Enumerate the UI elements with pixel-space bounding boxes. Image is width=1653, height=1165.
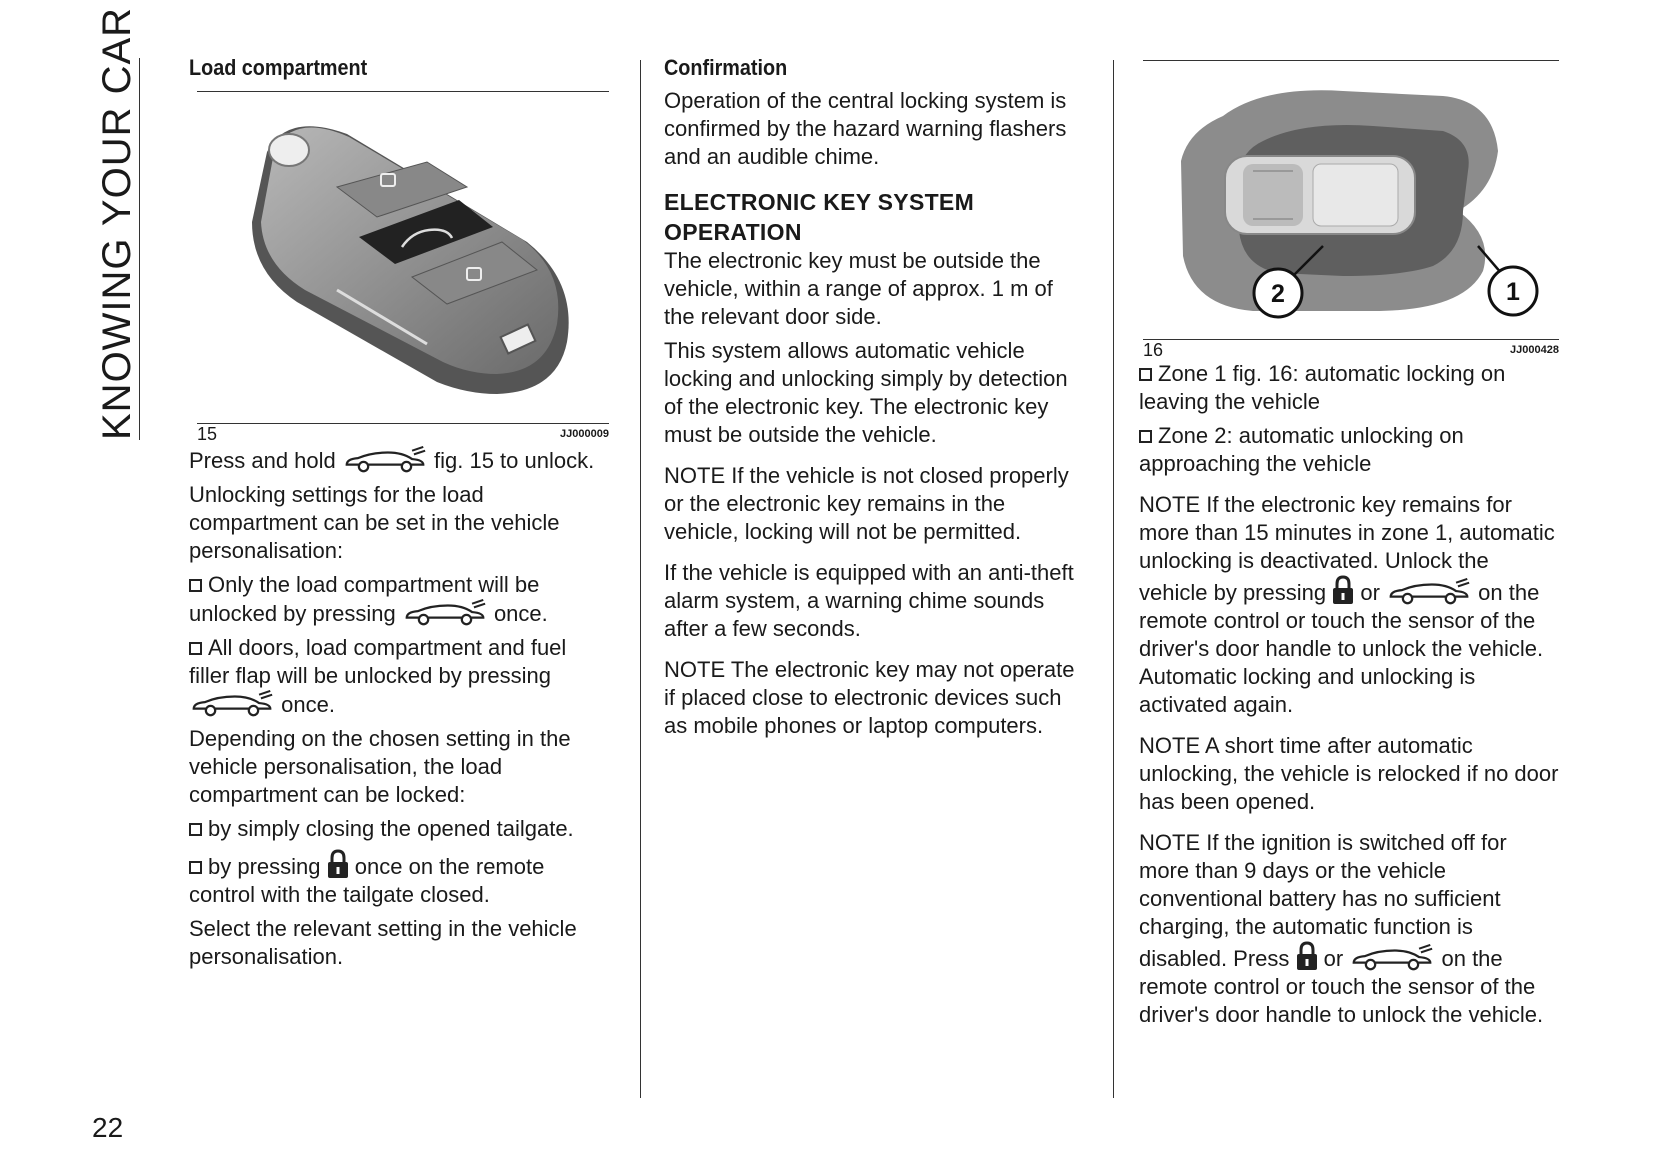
- paragraph: If the vehicle is equipped with an anti-theft alarm system, a warning chime sounds after a few seconds.: [664, 560, 1074, 641]
- checkbox-bullet-icon: [189, 642, 202, 655]
- column-divider: [1113, 60, 1114, 1098]
- zone-2-label: 2: [1271, 280, 1285, 308]
- note: NOTE The electronic key may not operate if placed close to electronic devices such as mobile phones or laptop computers.: [664, 657, 1075, 738]
- lock-icon: [327, 849, 349, 879]
- lock-icon: [1332, 575, 1354, 605]
- note: NOTE If the electronic key remains for more than 15 minutes in zone 1, automatic unlocking is deactivated. Unlock the vehicle by pressing or on the remote control or touch the sensor of the driver's door handle to unlock the vehicle. Automatic locking and unlocking is activated again.: [1139, 492, 1555, 717]
- figure-zones: [1143, 60, 1559, 340]
- column-divider: [640, 60, 641, 1098]
- column-zones: [1139, 60, 1559, 1035]
- column-load-compartment: [189, 55, 609, 977]
- lock-icon: [1296, 941, 1318, 971]
- figure-number: 15: [197, 424, 218, 444]
- checkbox-bullet-icon: [1139, 430, 1152, 443]
- note: NOTE If the vehicle is not closed properly or the electronic key remains in the vehicle, locking will not be permitted.: [664, 463, 1069, 544]
- list-item: Only the load compartment will be unlocked by pressing once.: [189, 572, 548, 626]
- paragraph: Unlocking settings for the load compartment can be set in the vehicle personalisation:: [189, 482, 560, 563]
- side-divider: [139, 58, 140, 440]
- paragraph: Select the relevant setting in the vehicle personalisation.: [189, 916, 577, 969]
- figure-number: 16: [1143, 340, 1164, 360]
- figure-key-fob: [197, 91, 609, 424]
- checkbox-bullet-icon: [189, 861, 202, 874]
- zone-1-label: 1: [1506, 278, 1520, 306]
- checkbox-bullet-icon: [189, 579, 202, 592]
- zone-diagram-illustration: [1143, 61, 1559, 339]
- car-unlock-icon: [1386, 578, 1472, 606]
- figure-caption: [1143, 340, 1559, 360]
- note: NOTE A short time after automatic unlocking, the vehicle is relocked if no door has been opened.: [1139, 733, 1559, 814]
- paragraph: The electronic key must be outside the vehicle, within a range of approx. 1 m of the relevant door side.: [664, 248, 1053, 329]
- column-confirmation: [664, 55, 1084, 746]
- list-item: Zone 1 fig. 16: automatic locking on leaving the vehicle: [1139, 361, 1506, 414]
- figure-caption: [197, 424, 609, 446]
- car-unlock-icon: [402, 599, 488, 627]
- vehicle-top-view: [1225, 156, 1415, 234]
- car-unlock-icon: [342, 446, 428, 474]
- list-item: by pressing once on the remote control with the tailgate closed.: [189, 849, 609, 909]
- paragraph: Operation of the central locking system is confirmed by the hazard warning flashers and an audible chime.: [664, 88, 1067, 169]
- section-title: ELECTRONIC KEY SYSTEM OPERATION: [664, 189, 975, 245]
- list-item: All doors, load compartment and fuel filler flap will be unlocked by pressing once.: [189, 635, 567, 717]
- car-unlock-icon: [1349, 944, 1435, 972]
- section-heading: Confirmation: [664, 55, 788, 80]
- figure-code: JJ000428: [1510, 344, 1559, 356]
- figure-code: JJ000009: [560, 428, 609, 440]
- paragraph: This system allows automatic vehicle locking and unlocking simply by detection of the electronic key. The electronic key must be outside the vehicle.: [664, 338, 1068, 447]
- note: NOTE If the ignition is switched off for more than 9 days or the vehicle conventional battery has no sufficient charging, the automatic function is disabled. Press or on the remote control or touch the sensor of the driver's door handle to unlock the vehicle.: [1139, 830, 1544, 1027]
- car-unlock-icon: [189, 690, 275, 718]
- checkbox-bullet-icon: [189, 823, 202, 836]
- key-fob-illustration: [197, 92, 609, 423]
- list-item: by simply closing the opened tailgate.: [189, 815, 609, 843]
- paragraph: Press and hold fig. 15 to unlock.: [189, 448, 595, 473]
- side-section-title: KNOWING YOUR CAR: [95, 6, 139, 440]
- section-heading: Load compartment: [189, 55, 368, 80]
- checkbox-bullet-icon: [1139, 368, 1152, 381]
- page-number: 22: [92, 1112, 124, 1143]
- list-item: Zone 2: automatic unlocking on approaching the vehicle: [1139, 423, 1464, 476]
- paragraph: Depending on the chosen setting in the vehicle personalisation, the load compartment can be locked:: [189, 726, 571, 807]
